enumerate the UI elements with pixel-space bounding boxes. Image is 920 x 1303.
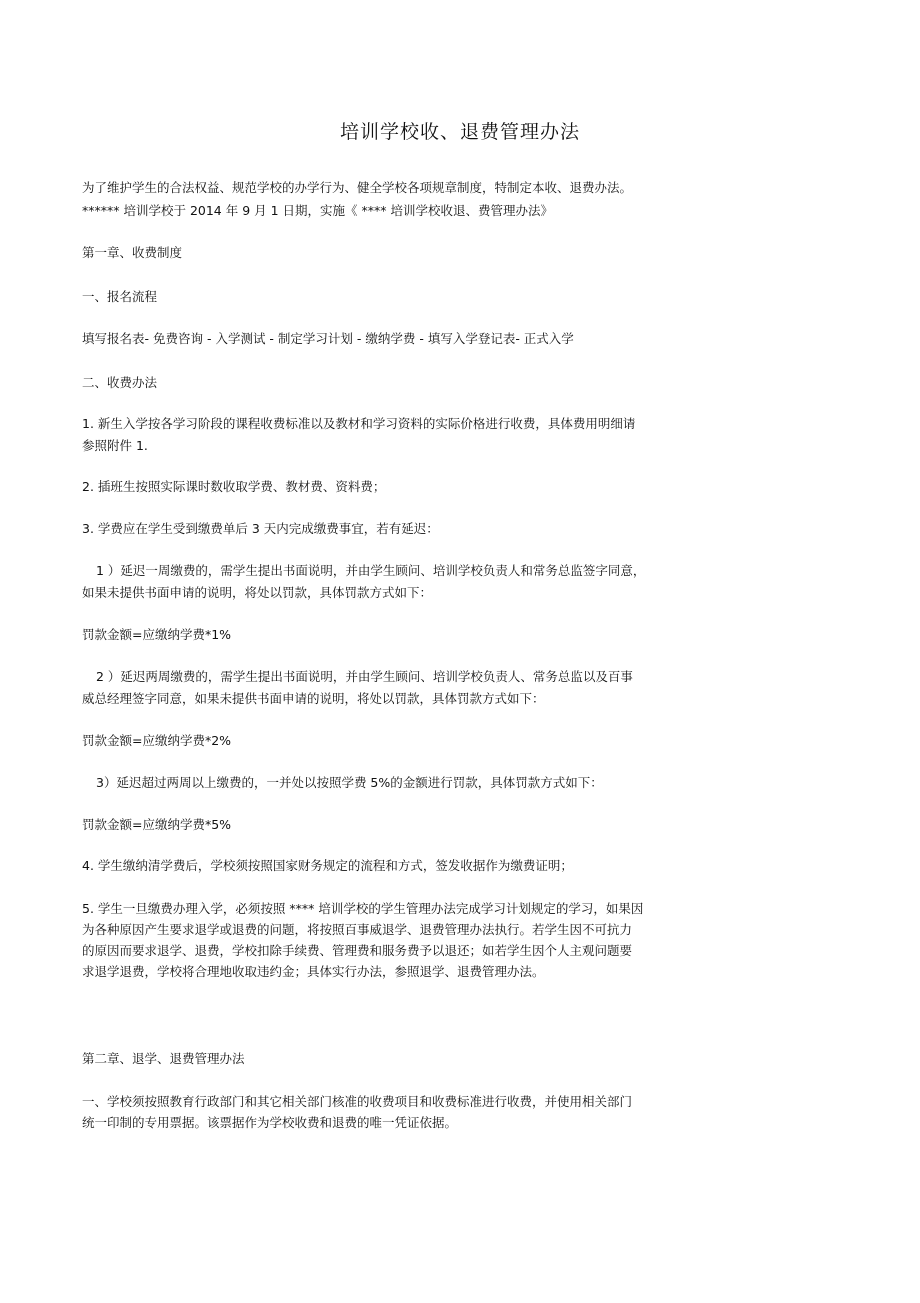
sub1-line-2: 如果未提供书面申请的说明，将处以罚款，具体罚款方式如下： — [82, 585, 433, 600]
chapter2-heading: 第二章、退学、退费管理办法 — [82, 1051, 245, 1066]
sub3: 3）延迟超过两周以上缴费的，一并处以按照学费 5%的金额进行罚款，具体罚款方式如下： — [96, 775, 603, 790]
item1-line-1: 1. 新生入学按各学习阶段的课程收费标准以及教材和学习资料的实际价格进行收费，具体费用明细请 — [82, 416, 636, 431]
fine2: 罚款金额=应缴纳学费*2% — [82, 733, 232, 748]
item3: 3. 学费应在学生受到缴费单后 3 天内完成缴费事宜，若有延迟： — [82, 521, 439, 536]
sub2-line-2: 威总经理签字同意，如果未提供书面申请的说明，将处以罚款，具体罚款方式如下： — [82, 691, 545, 706]
sub2-line-1: 2 ）延迟两周缴费的，需学生提出书面说明，并由学生顾问、培训学校负责人、常务总监以及百事 — [96, 669, 633, 684]
item5-line-4: 求退学退费，学校将合理地收取违约金；具体实行办法，参照退学、退费管理办法。 — [82, 964, 545, 979]
ch2-item1-line-1: 一、学校须按照教育行政部门和其它相关部门核准的收费项目和收费标准进行收费，并使用相关部门 — [82, 1094, 633, 1109]
chapter1-heading: 第一章、收费制度 — [82, 245, 183, 260]
ch2-item1-line-2: 统一印制的专用票据。该票据作为学校收费和退费的唯一凭证依据。 — [82, 1115, 458, 1130]
section1-flow: 填写报名表- 免费咨询 - 入学测试 - 制定学习计划 - 缴纳学费 - 填写入学登记表- 正式入学 — [82, 331, 574, 346]
item5-line-1: 5. 学生一旦缴费办理入学，必须按照 **** 培训学校的学生管理办法完成学习计划规定的学习，如果因 — [82, 901, 644, 916]
fine1: 罚款金额=应缴纳学费*1% — [82, 627, 232, 642]
item4: 4. 学生缴纳清学费后，学校须按照国家财务规定的流程和方式，签发收据作为缴费证明； — [82, 858, 573, 873]
fine3: 罚款金额=应缴纳学费*5% — [82, 817, 232, 832]
item1-line-2: 参照附件 1. — [82, 438, 148, 453]
item5-line-2: 为各种原因产生要求退学或退费的问题，将按照百事威退学、退费管理办法执行。若学生因不可抗力 — [82, 922, 633, 937]
item2: 2. 插班生按照实际课时数收取学费、教材费、资料费； — [82, 479, 386, 494]
document-title: 培训学校收、退费管理办法 — [339, 121, 580, 143]
intro-line-2: ****** 培训学校于 2014 年 9 月 1 日期，实施《 **** 培训学校收退、费管理办法》 — [82, 203, 553, 218]
sub1-line-1: 1 ）延迟一周缴费的，需学生提出书面说明，并由学生顾问、培训学校负责人和常务总监签字同意， — [96, 563, 646, 578]
intro-line-1: 为了维护学生的合法权益、规范学校的办学行为、健全学校各项规章制度，特制定本收、退费办法。 — [82, 180, 633, 195]
section2-heading: 二、收费办法 — [82, 375, 158, 390]
item5-line-3: 的原因而要求退学、退费，学校扣除手续费、管理费和服务费予以退还；如若学生因个人主观问题要 — [82, 943, 633, 958]
section1-heading: 一、报名流程 — [82, 289, 158, 304]
